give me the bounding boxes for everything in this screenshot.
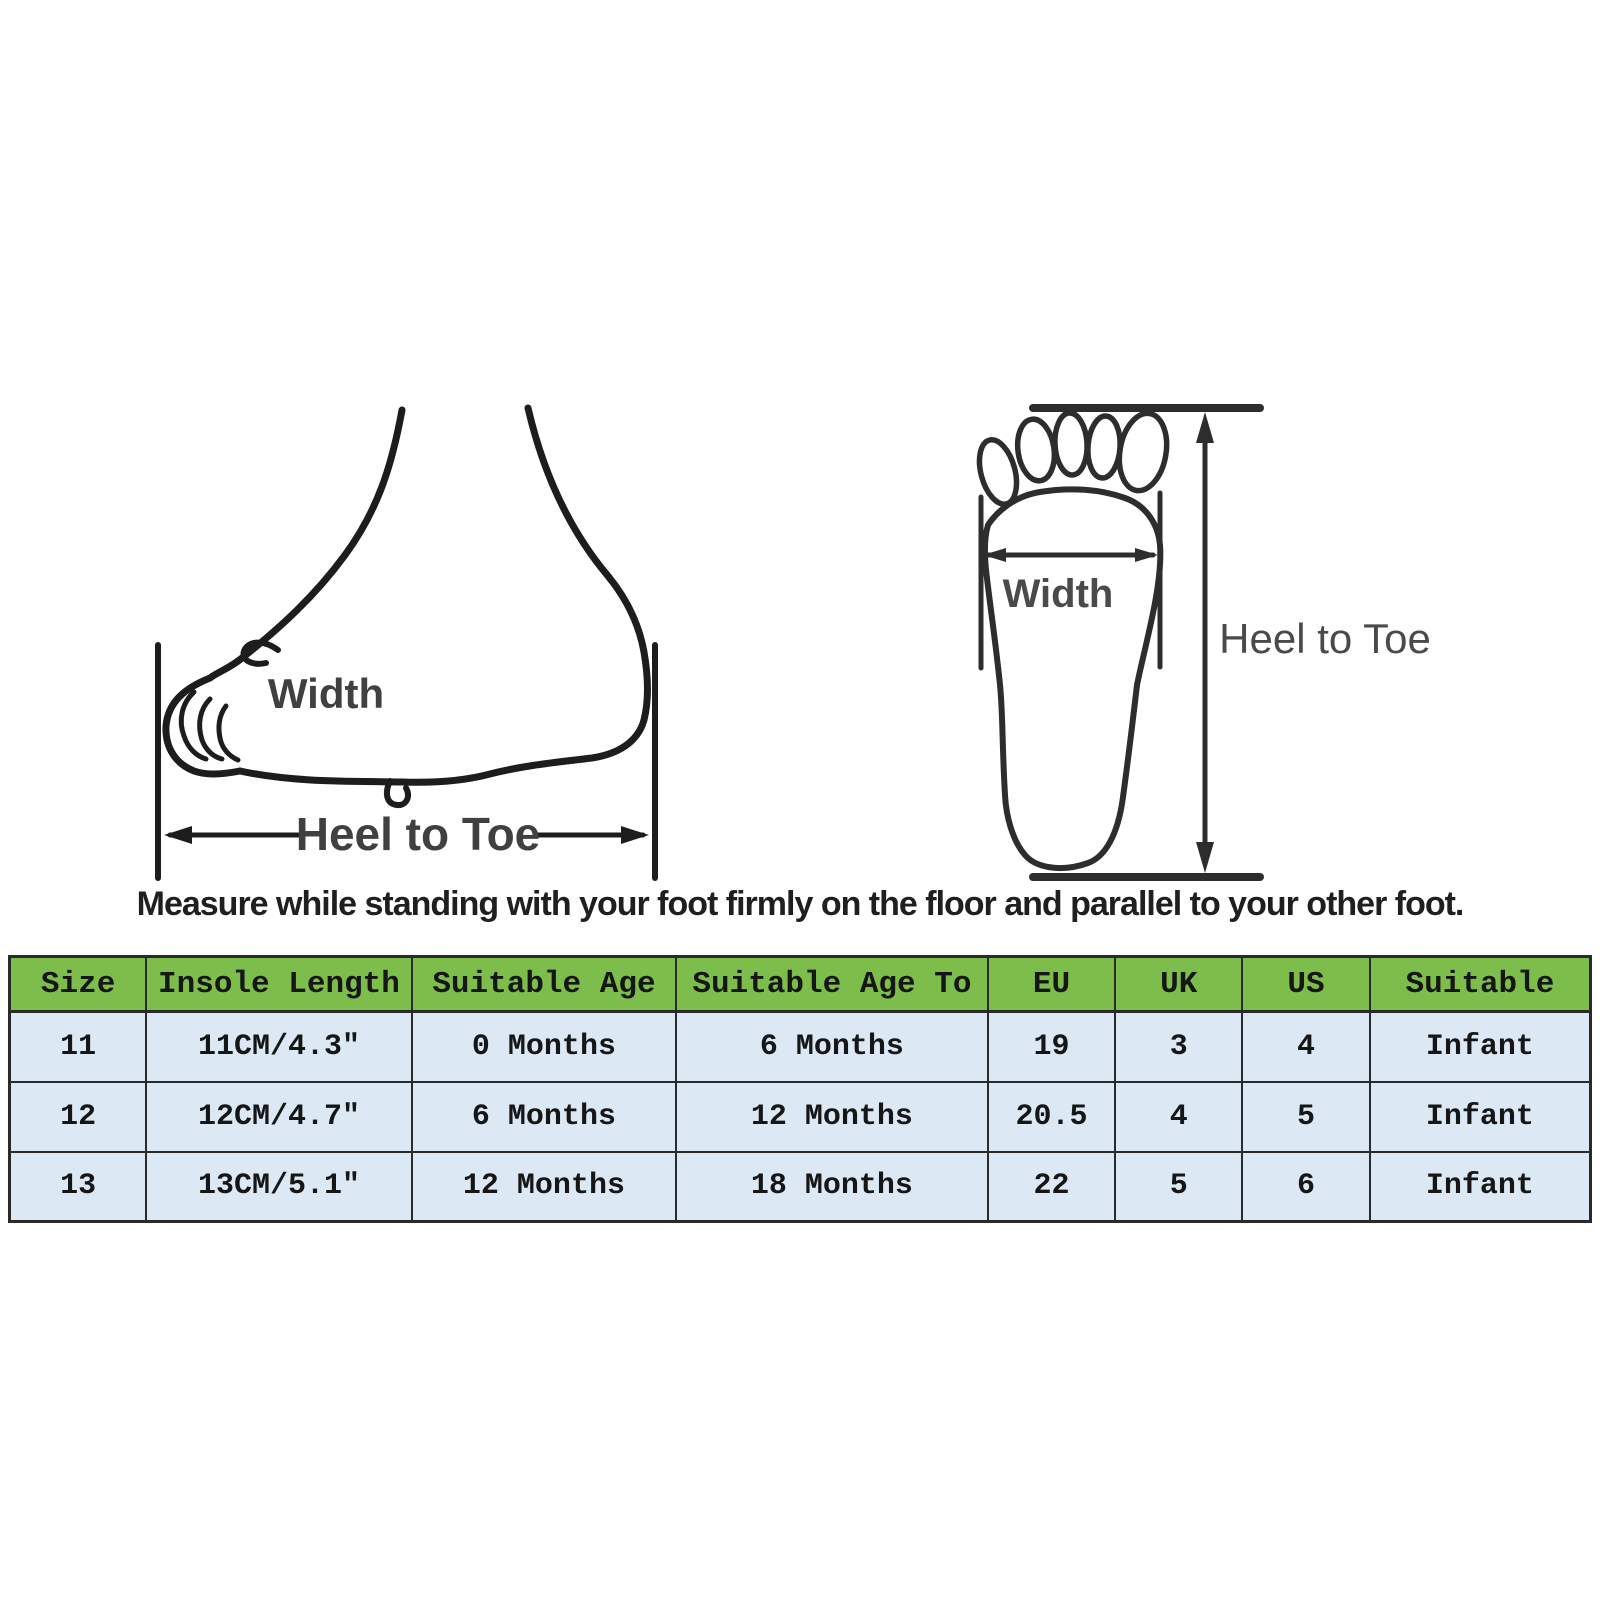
column-header-insole-length: Insole Length	[146, 957, 411, 1012]
table-header-row	[10, 957, 1591, 1012]
cell-suitable: Infant	[1370, 1152, 1591, 1222]
toe-fourth	[1014, 417, 1058, 483]
arrowhead-up-icon	[1196, 412, 1214, 443]
toe-second	[1086, 415, 1122, 479]
cell-eu: 22	[988, 1152, 1116, 1222]
cell-eu: 20.5	[988, 1082, 1116, 1152]
toe-crease-3	[219, 706, 238, 760]
cell-suitable-age-to: 12 Months	[676, 1082, 987, 1152]
cell-size: 11	[10, 1012, 147, 1082]
arrowhead-right-icon	[621, 826, 649, 844]
arrowhead-down-icon	[1196, 842, 1214, 873]
table-row	[10, 1012, 1591, 1082]
cell-suitable-age: 0 Months	[412, 1012, 677, 1082]
measure-instruction: Measure while standing with your foot firmly on the floor and parallel to your other foot.	[136, 885, 1464, 923]
cell-uk: 4	[1115, 1082, 1242, 1152]
column-header-eu: EU	[988, 957, 1116, 1012]
cell-insole-length: 12CM/4.7″	[146, 1082, 411, 1152]
cell-insole-length: 13CM/5.1″	[146, 1152, 411, 1222]
footprint-width-label: Width	[1002, 572, 1114, 616]
cell-us: 4	[1242, 1012, 1370, 1082]
side-heel-to-toe-label: Heel to Toe	[295, 808, 541, 860]
width-arrowhead-right-icon	[1135, 548, 1158, 562]
table-row	[10, 1152, 1591, 1222]
column-header-size: Size	[10, 957, 147, 1012]
column-header-suitable-age-to: Suitable Age To	[676, 957, 987, 1012]
cell-suitable-age: 12 Months	[412, 1152, 677, 1222]
column-header-suitable-age: Suitable Age	[412, 957, 677, 1012]
cell-size: 12	[10, 1082, 147, 1152]
cell-us: 6	[1242, 1152, 1370, 1222]
column-header-uk: UK	[1115, 957, 1242, 1012]
cell-suitable-age-to: 6 Months	[676, 1012, 987, 1082]
cell-suitable: Infant	[1370, 1012, 1591, 1082]
foot-outline-sole-heel	[240, 408, 647, 782]
table-row	[10, 1082, 1591, 1152]
size-chart-table	[8, 955, 1592, 1223]
cell-suitable-age-to: 18 Months	[676, 1152, 987, 1222]
cell-eu: 19	[988, 1012, 1116, 1082]
cell-size: 13	[10, 1152, 147, 1222]
side-width-label: Width	[267, 670, 385, 717]
toe-big	[1114, 410, 1173, 495]
column-header-suitable: Suitable	[1370, 957, 1591, 1012]
footprint-sole-outline	[985, 489, 1160, 868]
cell-uk: 3	[1115, 1012, 1242, 1082]
toe-crease-1	[181, 692, 206, 759]
cell-suitable-age: 6 Months	[412, 1082, 677, 1152]
column-header-us: US	[1242, 957, 1370, 1012]
footprint-diagram	[940, 395, 1450, 890]
cell-suitable: Infant	[1370, 1082, 1591, 1152]
cell-insole-length: 11CM/4.3″	[146, 1012, 411, 1082]
cell-uk: 5	[1115, 1152, 1242, 1222]
footprint-heel-to-toe-label: Heel to Toe	[1219, 615, 1431, 662]
cell-us: 5	[1242, 1082, 1370, 1152]
foot-side-view-diagram	[130, 400, 670, 885]
toe-middle	[1053, 412, 1088, 476]
arrowhead-left-icon	[164, 826, 192, 844]
